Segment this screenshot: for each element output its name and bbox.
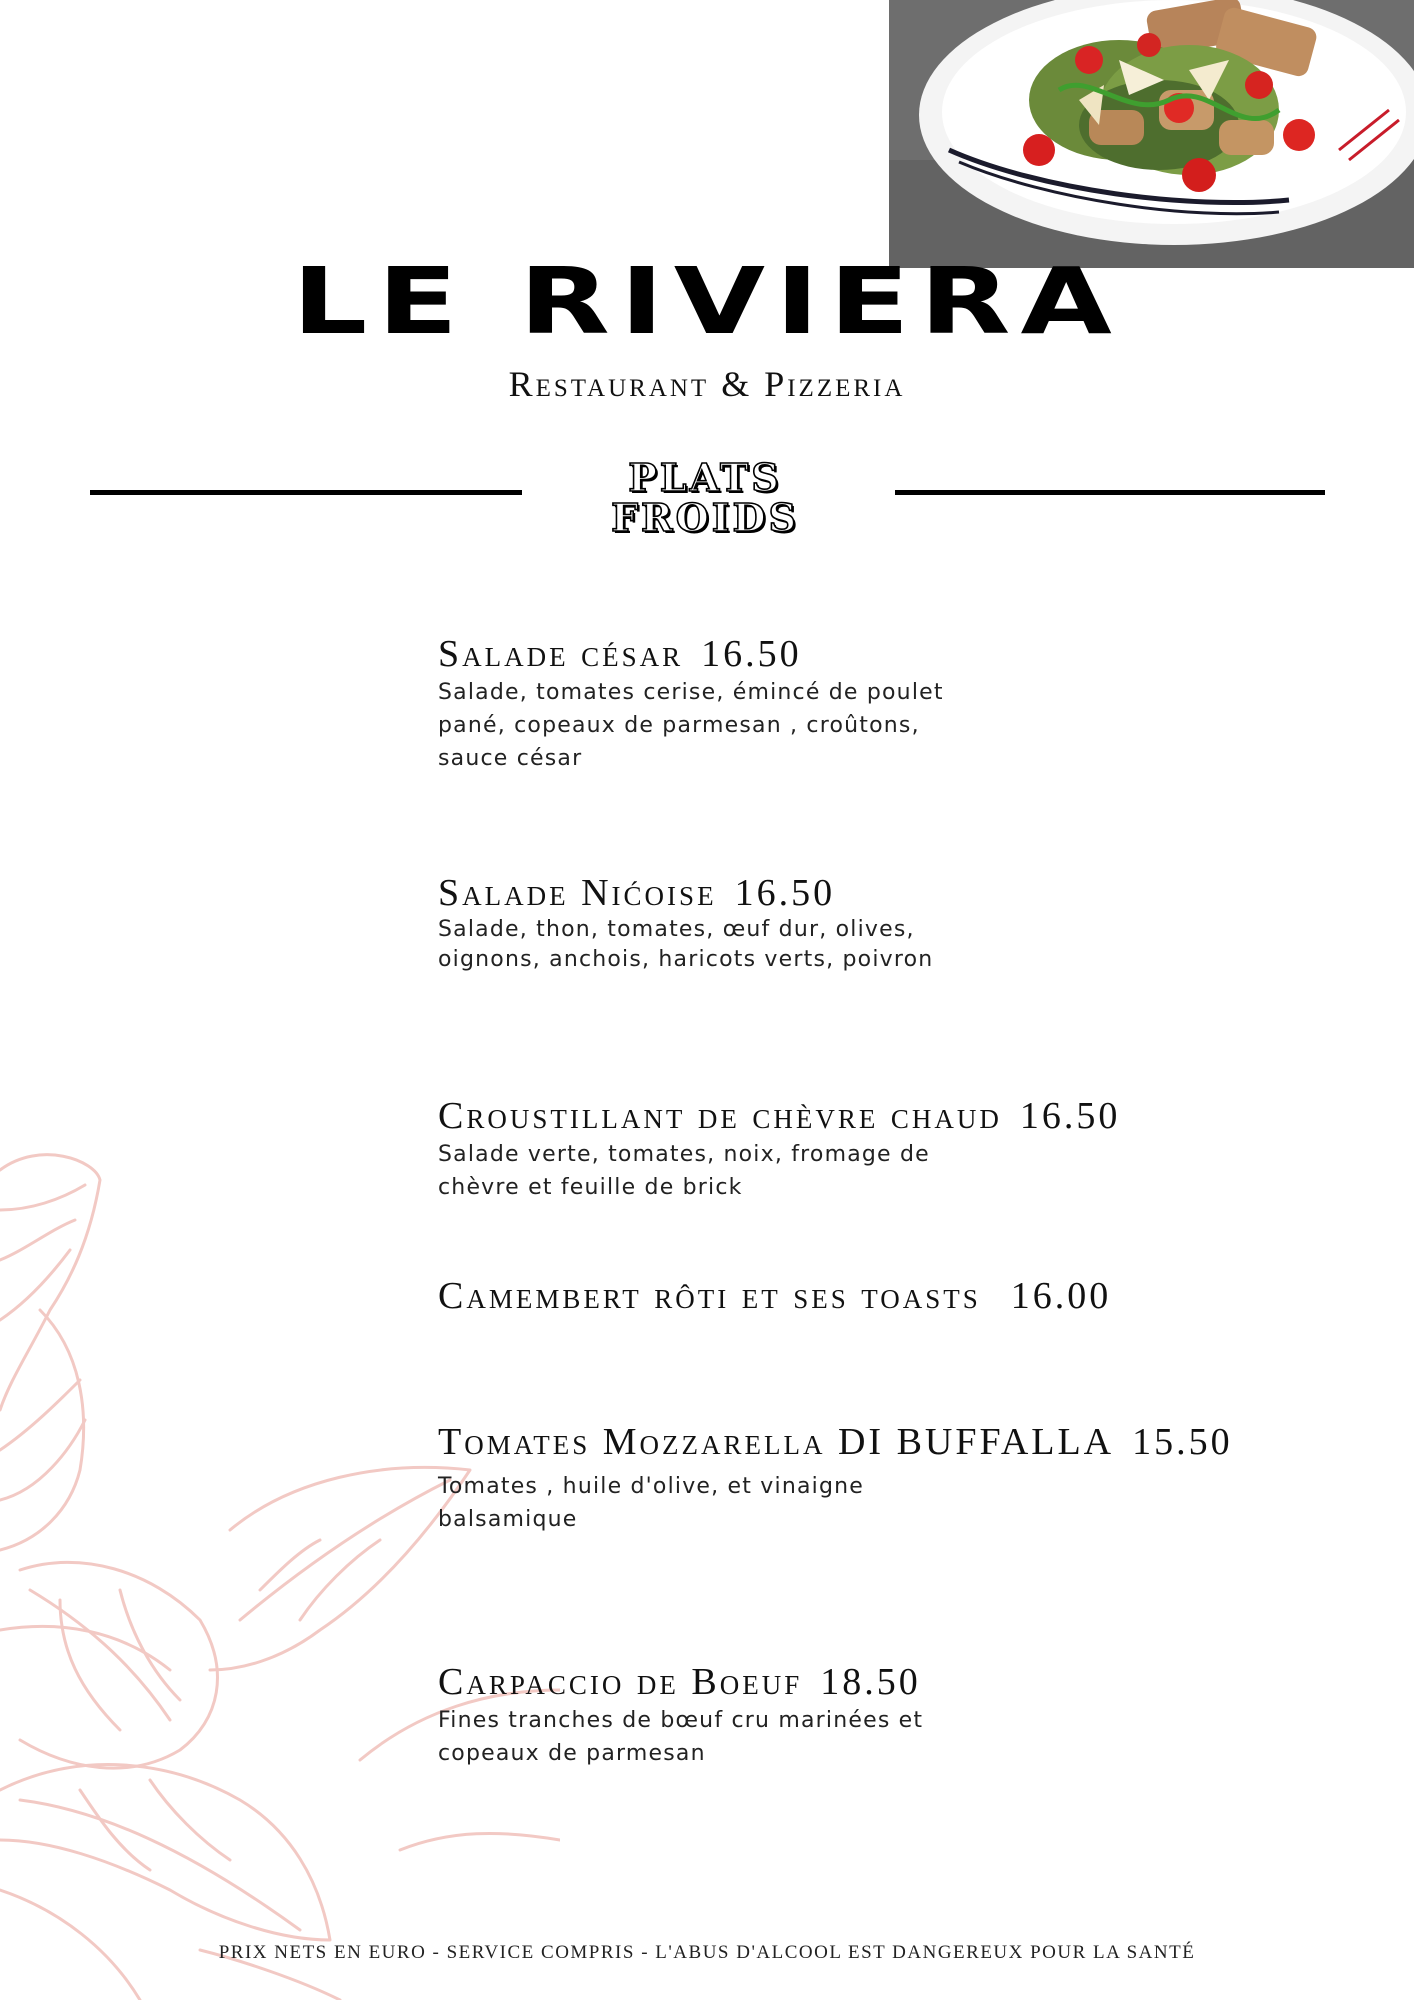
menu-item xyxy=(438,873,1298,975)
item-heading xyxy=(438,873,1298,913)
item-heading xyxy=(438,1662,1298,1702)
footer-note: PRIX NETS EN EURO - SERVICE COMPRIS - L'ABUS D'ALCOOL EST DANGEREUX POUR LA SANTÉ xyxy=(218,1942,1196,1963)
item-description: Salade, tomates cerise, émincé de poulet pané, copeaux de parmesan , croûtons, sauce césar xyxy=(438,680,944,771)
item-price: 18.50 xyxy=(820,1661,921,1703)
item-price: 16.00 xyxy=(1010,1275,1112,1317)
heading-rule-right xyxy=(895,490,1325,495)
item-name: Carpaccio de Boeuf xyxy=(438,1661,803,1703)
item-heading xyxy=(438,1276,1298,1316)
item-name: Croustillant de chèvre chaud xyxy=(438,1095,1002,1137)
item-description: Salade verte, tomates, noix, fromage de chèvre et feuille de brick xyxy=(438,1142,930,1200)
menu-item xyxy=(438,634,1298,775)
section-heading xyxy=(0,450,1414,540)
item-heading xyxy=(438,1096,1298,1136)
item-heading xyxy=(438,1422,1298,1462)
menu-item xyxy=(438,1422,1298,1536)
item-price: 16.50 xyxy=(1019,1095,1121,1137)
menu-item xyxy=(438,1096,1298,1204)
section-title-line2: FROIDS xyxy=(611,495,799,540)
item-price: 15.50 xyxy=(1132,1421,1233,1463)
menu-item xyxy=(438,1276,1298,1316)
item-heading xyxy=(438,634,1298,674)
restaurant-subtitle: Restaurant & Pizzeria xyxy=(508,364,906,404)
item-description: Tomates , huile d'olive, et vinaigne balsamique xyxy=(438,1474,865,1532)
section-title-line1: PLATS xyxy=(628,455,782,500)
item-description: Fines tranches de bœuf cru marinées et copeaux de parmesan xyxy=(438,1708,924,1766)
salad-photo xyxy=(889,0,1414,268)
item-name: Tomates Mozzarella DI BUFFALLA xyxy=(438,1421,1115,1463)
item-price: 16.50 xyxy=(734,872,836,914)
restaurant-name: LE RIVIERA xyxy=(292,247,1122,355)
item-name: Salade Nićoise xyxy=(438,872,717,914)
menu-item xyxy=(438,1662,1298,1770)
brand-header xyxy=(0,247,1414,404)
section-title xyxy=(560,455,850,540)
item-name: Salade césar xyxy=(438,633,684,675)
item-description: Salade, thon, tomates, œuf dur, olives, oignons, anchois, haricots verts, poivron xyxy=(438,917,934,972)
item-name: Camembert rôti et ses toasts xyxy=(438,1275,981,1317)
heading-rule-left xyxy=(90,490,522,495)
item-price: 16.50 xyxy=(701,633,802,675)
